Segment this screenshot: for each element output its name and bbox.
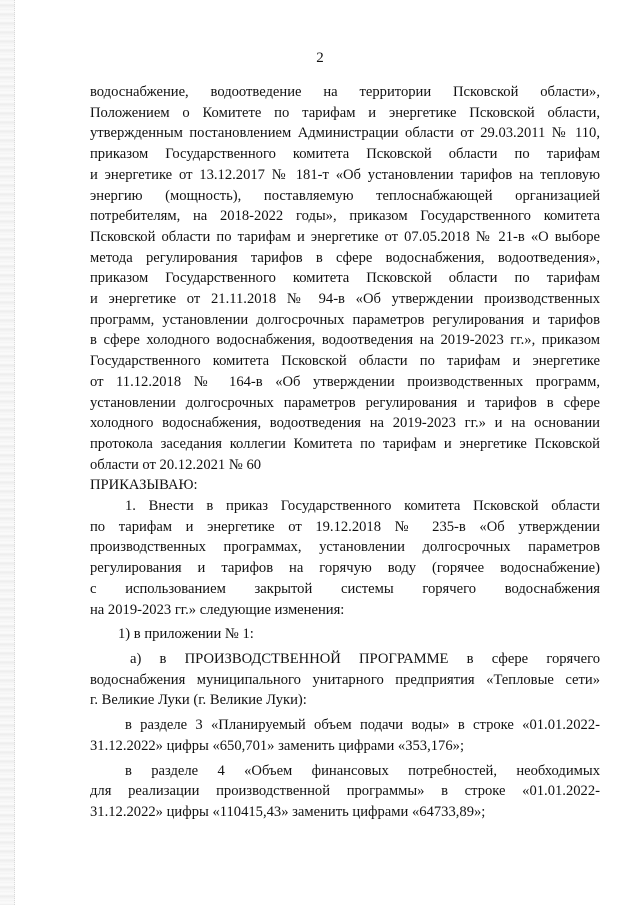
text-line: производственных программах, установлении долгосрочных параметров bbox=[90, 539, 600, 556]
text-line: области от 20.12.2021 № 60 bbox=[90, 456, 262, 473]
text-line: г. Великие Луки (г. Великие Луки): bbox=[90, 692, 307, 709]
text-line: энергию (мощность), поставляемую теплоснабжающей организацией bbox=[90, 187, 600, 204]
page-number: 2 bbox=[316, 50, 324, 66]
text-line: водоснабжения муниципального унитарного предприятия «Тепловые сети» bbox=[90, 671, 600, 688]
text-line: Псковской области по тарифам и энергетике от 07.05.2018 № 21-в «О выборе bbox=[90, 228, 600, 245]
text-line: водоснабжение, водоотведение на территории Псковской области», bbox=[90, 84, 600, 100]
text-line: установлении долгосрочных параметров регулирования и тарифов в сфере bbox=[90, 394, 600, 411]
text-line: 1) в приложении № 1: bbox=[118, 626, 254, 643]
text-line: в сфере холодного водоснабжения, водоотведения на 2019-2023 гг.», приказом bbox=[90, 332, 600, 349]
text-line: протокола заседания коллегии Комитета по тарифам и энергетике Псковской bbox=[90, 435, 600, 452]
document-body bbox=[90, 82, 600, 823]
text-line: приказом Государственного комитета Псковской области по тарифам bbox=[90, 146, 600, 163]
text-line: с использованием закрытой системы горячего водоснабжения bbox=[90, 580, 600, 597]
text-line: 31.12.2022» цифры «110415,43» заменить цифрами «64733,89»; bbox=[90, 803, 486, 820]
text-line: от 11.12.2018 № 164-в «Об утверждении производственных программ, bbox=[90, 373, 600, 390]
text-line: Положением о Комитете по тарифам и энергетике Псковской области, bbox=[90, 104, 600, 121]
text-line: холодного водоснабжения, водоотведения на 2019-2023 гг.» и на основании bbox=[90, 415, 600, 432]
text-line: в разделе 3 «Планируемый объем подачи воды» в строке «01.01.2022- bbox=[125, 717, 600, 734]
text-line: в разделе 4 «Объем финансовых потребностей, необходимых bbox=[125, 762, 600, 779]
text-line: программ, установлении долгосрочных параметров регулирования и тарифов bbox=[90, 311, 600, 328]
text-line: и энергетике от 13.12.2017 № 181-т «Об установлении тарифов на тепловую bbox=[90, 166, 600, 183]
text-line: на 2019-2023 гг.» следующие изменения: bbox=[90, 601, 345, 618]
scan-edge-artifact bbox=[0, 0, 15, 905]
order-heading: ПРИКАЗЫВАЮ: bbox=[90, 477, 198, 494]
text-line: приказом Государственного комитета Псковской области по тарифам bbox=[90, 270, 600, 287]
text-line: а) в ПРОИЗВОДСТВЕННОЙ ПРОГРАММЕ в сфере горячего bbox=[130, 650, 600, 667]
text-line: утвержденным постановлением Администрации области от 29.03.2011 № 110, bbox=[90, 125, 600, 142]
text-line: для реализации производственной программы» в строке «01.01.2022- bbox=[90, 783, 600, 800]
text-line: регулирования и тарифов на горячую воду (горячее водоснабжение) bbox=[90, 560, 600, 577]
text-line: Государственного комитета Псковской области по тарифам и энергетике bbox=[90, 353, 600, 370]
text-line: по тарифам и энергетике от 19.12.2018 № 235-в «Об утверждении bbox=[90, 518, 600, 535]
text-line: метода регулирования тарифов в сфере водоснабжения, водоотведения», bbox=[90, 249, 600, 266]
text-line: потребителям, на 2018-2022 годы», приказом Государственного комитета bbox=[90, 208, 600, 225]
text-line: 1. Внести в приказ Государственного комитета Псковской области bbox=[125, 498, 600, 515]
text-line: и энергетике от 21.11.2018 № 94-в «Об утверждении производственных bbox=[90, 291, 600, 308]
text-line: 31.12.2022» цифры «650,701» заменить цифрами «353,176»; bbox=[90, 737, 464, 754]
